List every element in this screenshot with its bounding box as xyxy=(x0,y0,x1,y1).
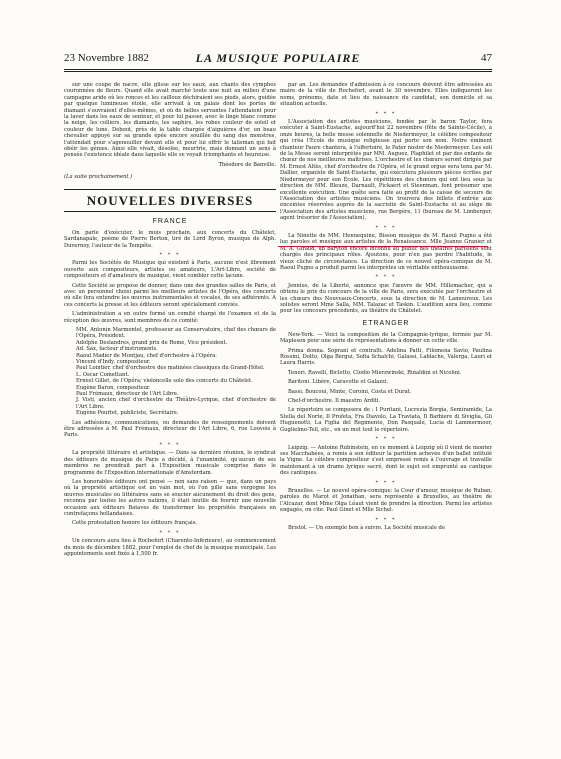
committee-member: Eugène Baron, compositeur. xyxy=(76,384,151,391)
red-underline-mark xyxy=(278,246,488,247)
country-heading-france: FRANCE xyxy=(152,217,188,225)
separator-stars: * * * xyxy=(159,441,181,448)
news-paragraph: Parmi les Sociétés de Musique qui existent à Paris, aucune n'est librement ouverte aux compositeurs, artistes ou amateurs, L'Art-Libre, société de compositeurs et d'amateurs de musique, vient combler cette lacune. xyxy=(64,260,276,280)
poem-text: sur une coupe de nacre, elle glisse sur les eaux, aux chants des cymphes couronnées de fleurs. Quand elle avait marché toute une nuit au milieu d'une campagne aride où les ronces et les cailloux déchiraient ses pieds, alors, guidée par quelque lumineuse étoile, elle arrivait à un palais dont les portes de diamant s'ouvraient d'elles-mêmes, et où de belles servantes l'attendaient pour la laver dans les eaux de senteur, et pour lui passer, avec le linge blanc comme la neige, les colliers, les diamants, les saphirs, les robes couleur de soleil et couleur de lune. Debout, près de la table chargée d'aiguières d'or, un beau chevalier appuyé sur sa grande épée encore souillée du sang des monstres, l'attendait pour s'agenouiller devant elle et pour lui offrir le talisman qui fait obéir les génies. Ainsi elle vivait, désolée, meurtrie, mais donnant un sens à pensée l'existence idéale dans laquelle elle se voyait triomphante et heureuse. xyxy=(64,82,276,159)
news-paragraph: L'administration a en outre formé un comité chargé de l'examen et de la réception des œuvres, sont membres de ce comité: xyxy=(64,311,276,324)
news-paragraph: La propriété littéraire et artistique. — Dans sa dernière réunion, le syndicat des éditeurs de musique de Paris a décidé, à l'unanimité, qu'aucun de ses membres ne prendrait part à l'Exposition musicale comprise dans le programme de l'Exposition internationale d'Amsterdam. xyxy=(64,450,276,476)
committee-member: J. Visti, ancien chef d'orchestre du Théâtre-Lyrique, chef d'orchestre de l'Art Libre. xyxy=(76,397,276,410)
news-paragraph: On parle d'exécuter, le mois prochain, aux concerts du Châtelet, Sardanapale, poème de Pierre Berton, tiré de Lord Byron, musique de Alph. Duvernoy, l'auteur de la Tempête. xyxy=(64,229,276,249)
news-paragraph: Bruxelles. — Le nouvel opéra-comique: la Cour d'amour, musique de Ruban, paroles de Marot et Jonathan, sera représenté à Bruxelles, au théâtre de l'Alcazar, dont Mme Olga Léaut vient de prendre la direction. Parmi les artistes engagés, on cite: Paul Ginet et Mlle Sichel. xyxy=(280,487,492,514)
page-number: 47 xyxy=(481,52,492,64)
committee-member: L. Oscar Comettant. xyxy=(76,371,130,378)
committee-member: Eugène Pourtet, publiciste, Secrétaire. xyxy=(76,410,179,417)
committee-member: MM. Antonin Marmontel, professeur au Conservatoire, chef des chœurs de l'Opéra, Président. xyxy=(76,326,276,340)
separator-stars: * * * xyxy=(375,436,397,443)
signature: Théodore de Banville. xyxy=(218,161,276,168)
committee-member: Raoul Madier de Montjau, chef d'orchestre à l'Opéra. xyxy=(76,352,217,359)
country-heading-etranger: ETRANGER xyxy=(362,319,410,327)
header-rule xyxy=(64,69,492,70)
news-paragraph: Les adhésions, communications, ou demandes de renseignements doivent être adressées à M. Paul Frémaux, directeur de l'Art Libre, 6, rue Louvois à Paris. xyxy=(64,419,276,439)
news-paragraph: Tenori. Ravelli, Bicletto, Clodio Mierzwinski, Rinaldini et Nicolini. xyxy=(288,369,462,376)
separator-stars: * * * xyxy=(375,516,397,523)
separator-stars: * * * xyxy=(375,110,397,117)
section-title: NOUVELLES DIVERSES xyxy=(86,192,254,208)
news-paragraph: Chef-d'orchestre. Il maestro Arditi. xyxy=(288,398,381,405)
news-paragraph: Un concours aura lieu à Rochefort (Charente-Inférieure), au commencement du mois de décembre 1882, pour l'emploi de chef de la musique municipale. Les appointements sont fixés à 1,500 fr. xyxy=(64,538,276,557)
continued-note: (La suite prochainement.) xyxy=(64,174,133,181)
separator-stars: * * * xyxy=(375,479,397,486)
news-paragraph: L'Association des artistes musiciens, fondée par le baron Taylor, fera exécuter à Saint-Eustache, aujourd'hui 22 novembre (fête de Sainte-Cécile), à onze heures, la belle messe solennelle de Niedermeyer, le célèbre compositeur qui créa l'École de musique religieuse qui porte son nom. Notre éminent chanteur Faure chantera, à l'offertoire, le Pater noster de Niedermeyer. Les soli de la Messe seront interprétés par MM. Auguez, Plaphilet et par des enfants de chœur de nos meilleures maîtrises. L'orchestre et les chœurs seront dirigés par M. Ernest Altès, chef d'orchestre de l'Opéra, et le grand orgue sera tenu par M. Dallier, organiste de Saint-Eustache, qui exécutera plusieurs pièces écrites par Niedermeyer pour son École. Les répétitions des chœurs qui ont lieu sous la direction de MM. Bleuze, Darnault, Pickaert et Steenman, font présumer une excellente exécution. Une quête sera faite au profit de la caisse de secours de l'Association des artistes musiciens. On trouvera des billets d'entrée aux enceintes réservées auprès de la sacristie de Saint-Eustache et au siège de l'Association des artistes musiciens, rue Bergère, 11 (bureau de M. Limberger, agent trésorier de l'Association). xyxy=(280,119,492,222)
separator-stars: * * * xyxy=(375,274,397,281)
separator-stars: * * * xyxy=(159,251,181,258)
committee-member: Paul Frémaux, directeur de l'Art Libre. xyxy=(76,391,179,398)
news-paragraph: La Ninette de MM. Hennequine, Bisson musique de M. Raoul Pugno a été lue paroles et musique aux artistes de la Renaissance. Mlle Jeanne Granier et M. A. Giraud, un baryton encore inconnu au public des théâtres parisiens sont chargés des principaux rôles. Ajoutons, pour n'en pas perdre l'habitude, le vieux cliché de circonstance. La direction de ce nouvel opéra-comique de M. Raoul Pugno a produit parmi les interprètes un véritable enthousiasme. xyxy=(280,232,492,271)
issue-date: 23 Novembre 1882 xyxy=(64,52,149,64)
left-column xyxy=(64,82,276,560)
news-paragraph: Bassi. Boucoui, Minte, Coroini, Costa et Durat. xyxy=(288,388,412,395)
news-paragraph: Le répertoire se composera de : I Puritani, Lucrezia Borgia, Semiramide, La Stella del Norte, Il Profeta, Fra Diavolo, La Traviata, Il Barbiere di Siviglia, Gli Huguenotti, La Figlia del Regimento, Don Pasquale, Lucia di Lammermoor, Guglielmo-Tell, etc., en un mot tout le répertoire. xyxy=(280,407,492,433)
separator-stars: * * * xyxy=(375,224,397,231)
committee-member: Paul Lointier, chef d'orchestre des matinées classiques du Grand-Hôtel. xyxy=(76,365,265,372)
page-header xyxy=(64,50,492,68)
news-paragraph: Cette protestation honore les éditeurs français. xyxy=(72,520,198,527)
news-paragraph: Jennius, de la Liberté, annonce que l'œuvre de MM. Hillemacher, qui a obtenu le prix du concours de la ville de Paris, sera exécutée par l'orchestre et les chœurs des Nouveaux-Concerts, sous la direction de M. Lamoureux. Les solistes seront Mme Salla, MM. Talazac et Taskin. L'audition aura lieu, comme pour les concours précédents, au théâtre du Châtelet. xyxy=(280,282,492,315)
committee-member: Ad. Sax, facteur d'instruments. xyxy=(76,346,158,353)
section-heading-box xyxy=(64,189,276,212)
committee-member: Adolphe Deslandres, grand prix de Rome, Vice président. xyxy=(76,339,228,346)
news-paragraph: Cette Société se propose de donner, dans une des grandes salles de Paris, et avec un personnel choisi parmi les meilleurs artistes de l'Opéra, des concerts où elle fera entendre les œuvres instrumentales et vocales, de ses adhérents. A ces concerts la presse et les éditeurs seront spécialement conviés. xyxy=(64,282,276,308)
news-paragraph: Les honorables éditeurs ont pensé — non sans raison — que, dans un pays où la propriété artistique est un vain mot, où l'on pille sans vergogne les œuvres musicales ou littéraires sans se soucier aucunement du droit des gens, reconnu par toutes les autres nations, il était inutile de fournir une nouvelle occasion aux éditeurs Bataves de transformer les propriétés françaises en contrefaçons hollandaises. xyxy=(64,478,276,517)
committee-member: Ernest Gillet, de l'Opéra; violoncelle solo des concerts du Châtelet. xyxy=(76,378,253,385)
news-paragraph: Bristol. — Un exemple bon à suivre. La Société musicale de xyxy=(288,524,445,531)
right-column xyxy=(280,82,492,534)
header-rule-2 xyxy=(64,71,492,72)
committee-list xyxy=(76,327,276,417)
committee-member: Vincent d'Indy, compositeur. xyxy=(76,359,151,365)
separator-stars: * * * xyxy=(159,529,181,536)
news-paragraph: Leipzig. — Antoine Rubinstein, en ce moment à Leipzig où il vient de monter ses Macchabées, a remis à son éditeur la partition achevée d'un ballet intitulé la Vigne. Le célèbre compositeur s'est empressé remis à l'ouvrage et travaille maintenant à un drame lyrique sacré, dont le sujet est emprunté au cantique des cantiques. xyxy=(280,444,492,477)
news-paragraph: New-York. — Voici la composition de la Compagnie-lyrique, formée par M. Mapleson pour une série de représentations à donner en cette ville. xyxy=(280,331,492,345)
news-paragraph: Baritoni. Libère, Caravotte et Galazzi. xyxy=(288,379,389,386)
journal-title: LA MUSIQUE POPULAIRE xyxy=(195,51,361,65)
news-paragraph: Prima donna. Soprani et contralti. Adelina Patti, Filomena Savio, Paulina Rossini, Dotto, Olga Bergui, Sofia Schalchi, Galassi, Lablache, Valerga, Lauri et Laura Harris. xyxy=(280,347,492,367)
news-paragraph: par an. Les demandes d'admission à ce concours doivent être adressées au maire de la ville de Rochefort, avant le 30 novembre. Elles indiqueront les noms, prénoms, date et lieu de naissance du candidat, son domicile et sa situation actuelle. xyxy=(280,82,492,108)
